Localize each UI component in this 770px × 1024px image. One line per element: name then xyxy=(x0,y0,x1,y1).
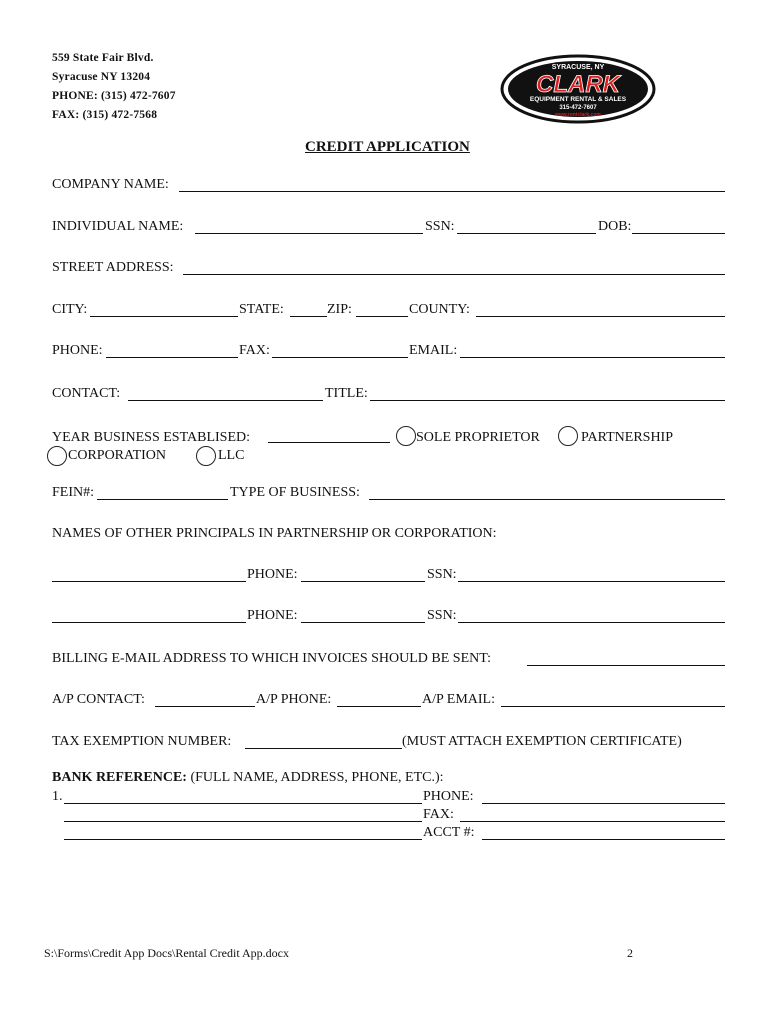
street-address-label: STREET ADDRESS: xyxy=(52,260,174,275)
principals-heading: NAMES OF OTHER PRINCIPALS IN PARTNERSHIP OR CORPORATION: xyxy=(52,526,497,541)
address-line-1: 559 State Fair Blvd. xyxy=(52,52,154,64)
corporation-radio[interactable] xyxy=(47,446,67,466)
principal-2-ssn-label: SSN: xyxy=(427,608,457,623)
city-label: CITY: xyxy=(52,302,88,317)
bank-item-number: 1. xyxy=(52,789,63,804)
bank-reference-note: (FULL NAME, ADDRESS, PHONE, ETC.): xyxy=(186,770,444,785)
footer-page-number: 2 xyxy=(627,946,633,960)
form-title: CREDIT APPLICATION xyxy=(305,139,470,155)
contact-field[interactable] xyxy=(128,400,323,401)
principal-1-name-field[interactable] xyxy=(52,581,246,582)
partnership-radio[interactable] xyxy=(558,426,578,446)
bank-acct-label: ACCT #: xyxy=(423,825,475,840)
corporation-label: CORPORATION xyxy=(68,448,167,463)
ap-phone-field[interactable] xyxy=(337,706,421,707)
llc-radio[interactable] xyxy=(196,446,216,466)
address-line-2: Syracuse NY 13204 xyxy=(52,71,151,83)
principal-2-ssn-field[interactable] xyxy=(458,622,725,623)
ap-contact-label: A/P CONTACT: xyxy=(52,692,145,707)
year-established-field[interactable] xyxy=(268,442,390,443)
county-label: COUNTY: xyxy=(409,302,470,317)
type-of-business-field[interactable] xyxy=(369,499,725,500)
bank-fax-label: FAX: xyxy=(423,807,454,822)
email-label: EMAIL: xyxy=(409,343,458,358)
ssn-label: SSN: xyxy=(425,219,455,234)
logo-brand: CLARK xyxy=(536,71,620,98)
ap-phone-label: A/P PHONE: xyxy=(256,692,332,707)
company-name-label: COMPANY NAME: xyxy=(52,177,169,192)
city-field[interactable] xyxy=(90,316,238,317)
bank-name-line-3[interactable] xyxy=(64,839,422,840)
logo-top-text: SYRACUSE, NY xyxy=(551,64,605,71)
principal-2-phone-field[interactable] xyxy=(301,622,425,623)
bank-fax-field[interactable] xyxy=(460,821,725,822)
principal-2-name-field[interactable] xyxy=(52,622,246,623)
ssn-field[interactable] xyxy=(457,233,596,234)
phone-label: PHONE: xyxy=(52,343,103,358)
logo-web: www.rentclark.com xyxy=(555,112,601,118)
sole-proprietor-radio[interactable] xyxy=(396,426,416,446)
logo-tagline: EQUIPMENT RENTAL & SALES xyxy=(529,96,627,103)
fax-field[interactable] xyxy=(272,357,408,358)
ap-contact-field[interactable] xyxy=(155,706,255,707)
state-field[interactable] xyxy=(290,316,327,317)
principal-1-phone-field[interactable] xyxy=(301,581,425,582)
footer-file-path: S:\Forms\Credit App Docs\Rental Credit App.docx xyxy=(44,946,289,960)
principal-1-ssn-field[interactable] xyxy=(458,581,725,582)
tax-exemption-note: (MUST ATTACH EXEMPTION CERTIFICATE) xyxy=(402,734,682,749)
partnership-label: PARTNERSHIP xyxy=(581,430,674,445)
title-field[interactable] xyxy=(370,400,725,401)
header-fax: FAX: (315) 472-7568 xyxy=(52,109,158,121)
type-of-business-label: TYPE OF BUSINESS: xyxy=(230,485,360,500)
bank-reference-label: BANK REFERENCE: xyxy=(52,770,187,785)
fax-label: FAX: xyxy=(239,343,270,358)
dob-label: DOB: xyxy=(598,219,632,234)
bank-phone-field[interactable] xyxy=(482,803,725,804)
zip-field[interactable] xyxy=(356,316,408,317)
fein-field[interactable] xyxy=(97,499,228,500)
header-phone: PHONE: (315) 472-7607 xyxy=(52,90,176,102)
principal-1-phone-label: PHONE: xyxy=(247,567,298,582)
title-label: TITLE: xyxy=(325,386,368,401)
bank-acct-field[interactable] xyxy=(482,839,725,840)
state-label: STATE: xyxy=(239,302,284,317)
sole-proprietor-label: SOLE PROPRIETOR xyxy=(416,430,540,445)
principal-1-ssn-label: SSN: xyxy=(427,567,457,582)
contact-label: CONTACT: xyxy=(52,386,121,401)
fein-label: FEIN#: xyxy=(52,485,94,500)
email-field[interactable] xyxy=(460,357,725,358)
ap-email-field[interactable] xyxy=(501,706,725,707)
llc-label: LLC xyxy=(218,448,245,463)
company-name-field[interactable] xyxy=(179,191,725,192)
individual-name-field[interactable] xyxy=(195,233,423,234)
dob-field[interactable] xyxy=(632,233,725,234)
individual-name-label: INDIVIDUAL NAME: xyxy=(52,219,184,234)
logo-phone: 315-472-7607 xyxy=(559,105,597,111)
billing-email-label: BILLING E-MAIL ADDRESS TO WHICH INVOICES SHOULD BE SENT: xyxy=(52,651,492,666)
phone-field[interactable] xyxy=(106,357,238,358)
bank-name-line-1[interactable] xyxy=(64,803,422,804)
bank-phone-label: PHONE: xyxy=(423,789,474,804)
year-established-label: YEAR BUSINESS ESTABLISED: xyxy=(52,430,251,445)
clark-logo xyxy=(500,54,656,124)
zip-label: ZIP: xyxy=(327,302,352,317)
street-address-field[interactable] xyxy=(183,274,725,275)
principal-2-phone-label: PHONE: xyxy=(247,608,298,623)
county-field[interactable] xyxy=(476,316,725,317)
tax-exemption-label: TAX EXEMPTION NUMBER: xyxy=(52,734,232,749)
ap-email-label: A/P EMAIL: xyxy=(422,692,495,707)
bank-name-line-2[interactable] xyxy=(64,821,422,822)
tax-exemption-field[interactable] xyxy=(245,748,402,749)
bank-reference-heading xyxy=(52,770,444,786)
billing-email-field[interactable] xyxy=(527,665,725,666)
